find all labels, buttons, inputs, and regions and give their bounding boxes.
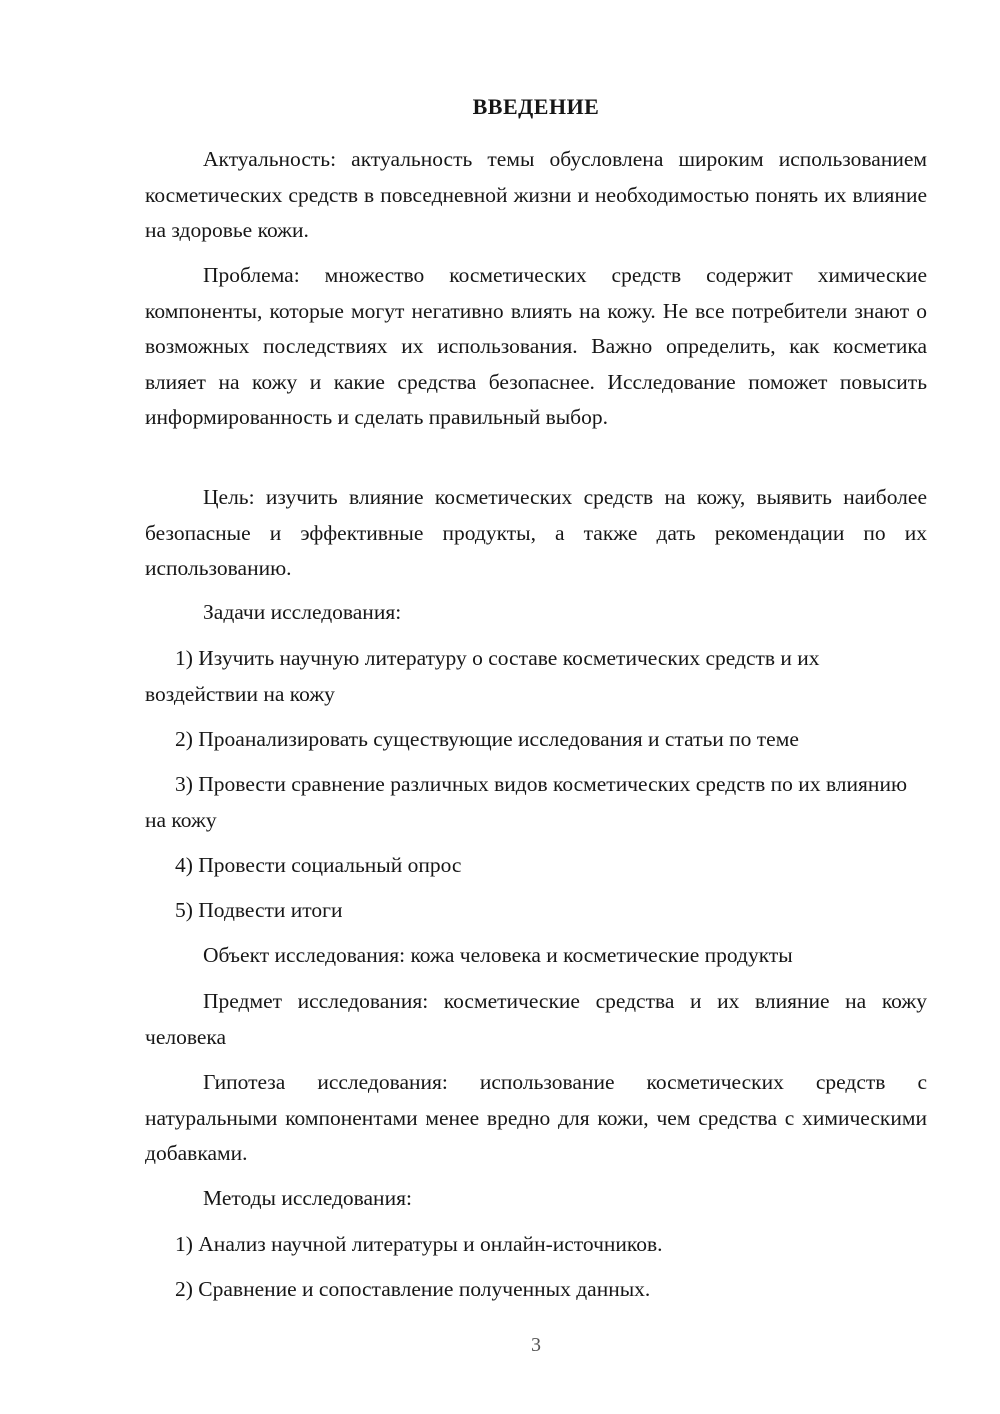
- section-heading: ВВЕДЕНИЕ: [472, 94, 600, 119]
- method-item-2: 2) Сравнение и сопоставление полученных данных.: [175, 1277, 651, 1301]
- task-item-1: 1) Изучить научную литературу о составе косметических средств и их воздействии на кожу: [145, 646, 820, 706]
- paragraph-relevance: Актуальность: актуальность темы обусловлена широким использованием косметических средств в повседневной жизни и необходимостью понять их влияние на здоровье кожи.: [145, 147, 927, 242]
- paragraph-goal: Цель: изучить влияние косметических средств на кожу, выявить наиболее безопасные и эффективные продукты, а также дать рекомендации по их использованию.: [145, 485, 927, 580]
- method-item-1: 1) Анализ научной литературы и онлайн-источников.: [175, 1232, 663, 1256]
- task-item-2: 2) Проанализировать существующие исследования и статьи по теме: [175, 727, 799, 751]
- paragraph-hypothesis: Гипотеза исследования: использование косметических средств с натуральными компонентами менее вредно для кожи, чем средства с химическими добавками.: [145, 1070, 927, 1165]
- paragraph-object: Объект исследования: кожа человека и косметические продукты: [203, 943, 793, 967]
- tasks-heading: Задачи исследования:: [203, 600, 402, 624]
- task-item-3: 3) Провести сравнение различных видов косметических средств по их влиянию на кожу: [145, 772, 908, 832]
- task-item-4: 4) Провести социальный опрос: [175, 853, 462, 877]
- methods-heading: Методы исследования:: [203, 1186, 412, 1210]
- paragraph-problem: Проблема: множество косметических средств содержит химические компоненты, которые могут негативно влиять на кожу. Не все потребители знают о возможных последствиях их использования. Важно определить, как косметика влияет на кожу и какие средства безопаснее. Исследование поможет повысить информированность и сделать правильный выбор.: [145, 263, 927, 429]
- task-item-5: 5) Подвести итоги: [175, 898, 343, 922]
- page-number: 3: [531, 1334, 541, 1356]
- paragraph-subject: Предмет исследования: косметические средства и их влияние на кожу человека: [145, 989, 927, 1049]
